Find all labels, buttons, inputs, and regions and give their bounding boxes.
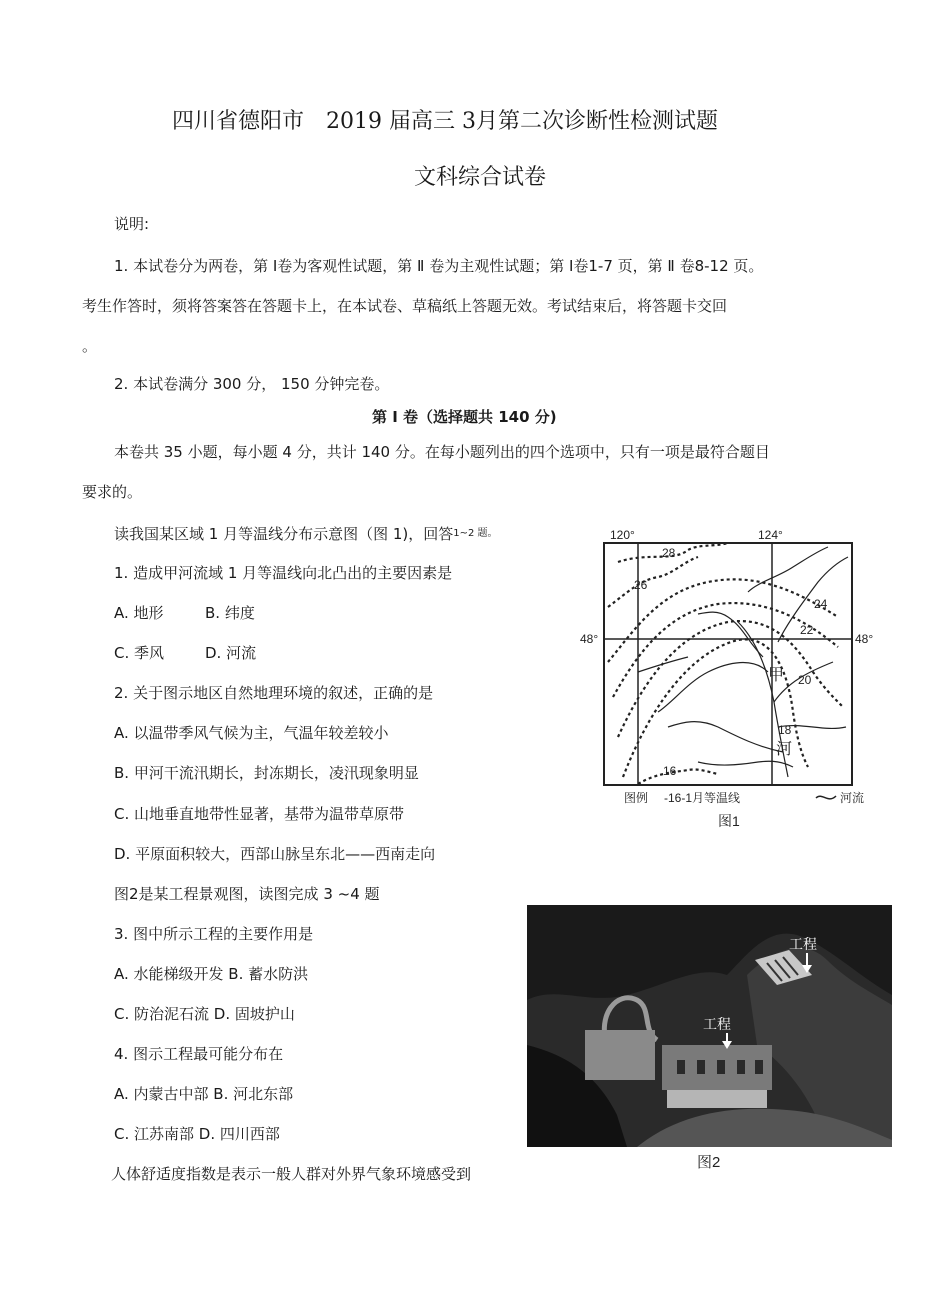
legend-isotherm: -16-1月等温线 xyxy=(664,791,741,805)
legend-river: 河流 xyxy=(840,791,865,805)
isotherm-label-16: 16 xyxy=(663,764,677,778)
q1-option-a: A. 地形 xyxy=(114,604,164,622)
read-fig1-text: 读我国某区域 1 月等温线分布示意图（图 1)，回答 xyxy=(114,525,454,543)
photo-apron xyxy=(667,1090,767,1108)
read-fig1-prompt xyxy=(114,524,498,544)
part1-intro-line-2: 要求的。 xyxy=(82,483,143,501)
part1-intro-line-1: 本卷共 35 小题，每小题 4 分，共计 140 分。在每小题列出的四个选项中，只有一项是最符合题目 xyxy=(114,443,770,461)
q3-options-ab: A. 水能梯级开发 B. 蓄水防洪 xyxy=(114,965,309,983)
figure-1-caption: 图1 xyxy=(718,813,740,829)
river-char-jia: 甲 xyxy=(768,667,785,684)
read-fig1-range: 1~2 题。 xyxy=(453,528,498,539)
q1-option-b: B. 纬度 xyxy=(205,604,255,622)
q1-stem: 1. 造成甲河流域 1 月等温线向北凸出的主要因素是 xyxy=(114,564,453,582)
note-1-line-1: 1. 本试卷分为两卷，第 Ⅰ卷为客观性试题，第 Ⅱ 卷为主观性试题；第 Ⅰ卷1-7 页，第 Ⅱ 卷8-12 页。 xyxy=(114,257,764,275)
note-2: 2. 本试卷满分 300 分， 150 分钟完卷。 xyxy=(114,375,390,393)
isotherm-label-26: 26 xyxy=(634,578,648,592)
figure-2-engineering-photo xyxy=(527,905,895,1175)
last-line: 人体舒适度指数是表示一般人群对外界气象环境感受到 xyxy=(111,1165,472,1183)
latitude-48-left: 48° xyxy=(580,632,599,646)
longitude-120: 120° xyxy=(610,528,635,542)
q3-stem: 3. 图中所示工程的主要作用是 xyxy=(114,925,314,943)
photo-lower-wall xyxy=(585,1030,655,1080)
q2-option-b: B. 甲河干流汛期长，封冻期长，凌汛现象明显 xyxy=(114,764,419,782)
q1-option-c: C. 季风 xyxy=(114,644,165,662)
q4-options-ab: A. 内蒙古中部 B. 河北东部 xyxy=(114,1085,294,1103)
figure-2-caption: 图2 xyxy=(697,1154,721,1171)
river-char-he: 河 xyxy=(776,741,793,758)
isotherm-label-18: 18 xyxy=(778,723,792,737)
latitude-48-right: 48° xyxy=(855,632,874,646)
isotherm-label-20: 20 xyxy=(798,673,812,687)
q2-option-a: A. 以温带季风气候为主，气温年较差较小 xyxy=(114,724,389,742)
notes-heading: 说明: xyxy=(114,215,150,233)
photo-label-top: 工程 xyxy=(789,936,817,952)
note-1-line-3: 。 xyxy=(82,337,98,355)
page-subtitle: 文科综合试卷 xyxy=(414,165,547,190)
part1-heading: 第 Ⅰ 卷（选择题共 140 分) xyxy=(372,408,557,426)
q1-option-d: D. 河流 xyxy=(205,644,257,662)
isotherm-label-28: 28 xyxy=(662,546,676,560)
photo-label-mid: 工程 xyxy=(703,1016,731,1032)
q2-stem: 2. 关于图示地区自然地理环境的叙述，正确的是 xyxy=(114,684,434,702)
note-1-line-2: 考生作答时，须将答案答在答题卡上，在本试卷、草稿纸上答题无效。考试结束后，将答题卡交回 xyxy=(82,297,728,315)
q2-option-d: D. 平原面积较大，西部山脉呈东北——西南走向 xyxy=(114,845,436,863)
q4-options-cd: C. 江苏南部 D. 四川西部 xyxy=(114,1125,280,1143)
figure-1-isotherm-map xyxy=(578,522,878,832)
q2-option-c: C. 山地垂直地带性显著，基带为温带草原带 xyxy=(114,805,405,823)
page-title: 四川省德阳市 2019 届高三 3月第二次诊断性检测试题 xyxy=(172,109,718,134)
isotherm-label-24: 24 xyxy=(814,597,828,611)
q3-options-cd: C. 防治泥石流 D. 固坡护山 xyxy=(114,1005,295,1023)
isotherm-label-22: 22 xyxy=(800,623,814,637)
q4-stem: 4. 图示工程最可能分布在 xyxy=(114,1045,284,1063)
longitude-124: 124° xyxy=(758,528,783,542)
legend-river-symbol xyxy=(816,796,836,799)
legend-prefix: 图例 xyxy=(624,791,649,805)
read-fig2-prompt: 图2是某工程景观图，读图完成 3 ~4 题 xyxy=(114,885,380,903)
